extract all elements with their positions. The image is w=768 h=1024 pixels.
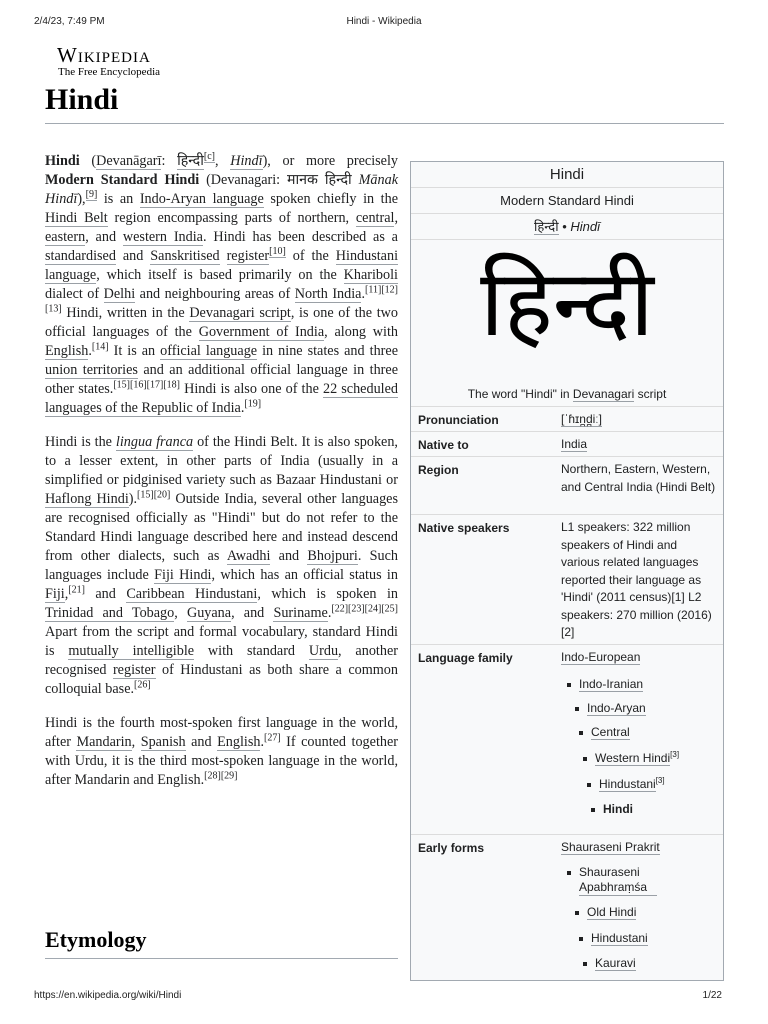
- link-indo-aryan[interactable]: Indo-Aryan language: [139, 191, 264, 207]
- section-divider: [45, 958, 398, 959]
- early-forms-item[interactable]: Old Hindi: [575, 905, 636, 919]
- infobox-row-language-family: [411, 645, 723, 835]
- link-english[interactable]: English: [45, 343, 89, 359]
- infobox-image-text: हिन्दी: [480, 250, 654, 357]
- ref-c[interactable]: [c]: [203, 151, 216, 163]
- ref-9[interactable]: [9]: [85, 189, 98, 201]
- infobox-native-name: [411, 214, 723, 240]
- link-devanagari-1[interactable]: Devanāgarī: [96, 153, 162, 169]
- page-title: Hindi: [45, 83, 119, 116]
- article-body: [45, 152, 398, 805]
- link-hindi-deva[interactable]: हिन्दी: [177, 153, 204, 169]
- link-eastern[interactable]: eastern: [45, 229, 86, 245]
- print-datetime: 2/4/23, 7:49 PM: [34, 16, 105, 27]
- link-central[interactable]: central: [355, 210, 395, 226]
- print-header: [34, 16, 734, 30]
- infobox-label: Native speakers: [418, 521, 510, 535]
- title-divider: [45, 123, 724, 124]
- infobox-image-hindi-word[interactable]: [411, 240, 723, 385]
- infobox-title: Hindi: [411, 162, 723, 188]
- infobox-value-language-family[interactable]: Indo-European: [561, 650, 641, 664]
- infobox-value-region[interactable]: Northern, Eastern, Western, and Central India (Hindi Belt): [561, 462, 716, 494]
- logo-tagline: The Free Encyclopedia: [58, 66, 161, 78]
- wikipedia-logo[interactable]: [57, 44, 160, 78]
- link-sanskritised[interactable]: Sanskritised: [150, 248, 220, 264]
- infobox-value-pronunciation[interactable]: [ˈɦɪn̪d̪iː]: [561, 412, 602, 426]
- link-khariboli[interactable]: Khariboli: [343, 267, 398, 283]
- link-mandarin[interactable]: Mandarin: [76, 734, 132, 750]
- early-forms-item[interactable]: Kauravi: [583, 956, 636, 970]
- early-forms-item[interactable]: Shauraseni Apabhraṃśa: [567, 865, 657, 896]
- paragraph-lingua-franca: Hindi is the lingua franca of the Hindi Belt. It is also spoken, to a lesser extent, in other parts of India (usually in a simplified or pidginised variety such as Bazaar Hindustani or Haflong Hindi).[15][20] Outside India, several other languages are recognised officially as "Hindi" but do not refer to the Standard Hindi language described here and instead descend from other dialects, such as Awadhi and Bhojpuri. Such languages include Fiji Hindi, which has an official status in Fiji,[21] and Caribbean Hindustani, which is spoken in Trinidad and Tobago, Guyana, and Suriname.[22][23][24][25] Apart from the script and formal vocabulary, standard Hindi is mutually intelligible with standard Urdu, another recognised register of Hindustani as both share a common colloquial base.[26]: [45, 434, 398, 697]
- infobox-label: Region: [418, 463, 459, 477]
- link-hindi-belt[interactable]: Hindi Belt: [45, 210, 108, 226]
- infobox-label: Pronunciation: [418, 413, 499, 427]
- caption-text-end: script: [634, 387, 667, 401]
- caption-text: The word "Hindi" in: [467, 387, 573, 401]
- infobox-value-native-speakers: L1 speakers: 322 million speakers of Hindi and various related languages reported their language as 'Hindi' (2011 census)[1] L2 speakers: 270 million (2016)[2]: [561, 520, 712, 639]
- family-tree-item-current: Hindi: [591, 802, 633, 816]
- print-page-number: 1/22: [702, 990, 722, 1001]
- infobox-native-deva[interactable]: हिन्दी: [534, 219, 559, 234]
- family-tree-item[interactable]: Indo-Iranian: [567, 677, 643, 691]
- link-trinidad[interactable]: Trinidad and Tobago: [45, 605, 175, 621]
- link-western[interactable]: western India: [122, 229, 203, 245]
- logo-wordmark: Wikipedia: [57, 43, 151, 67]
- paragraph-speakers: Hindi is the fourth most-spoken first language in the world, after Mandarin, Spanish and English.[27] If counted together with Urdu, it is the third most-spoken language in the world, after Mandarin and English.[28][29]: [45, 715, 398, 788]
- section-heading-etymology: Etymology: [45, 927, 147, 952]
- infobox-subtitle: Modern Standard Hindi: [411, 188, 723, 214]
- link-urdu[interactable]: Urdu: [308, 643, 339, 659]
- infobox-label: Early forms: [418, 841, 485, 855]
- family-tree-item[interactable]: Central: [579, 725, 630, 739]
- link-lingua-franca[interactable]: lingua franca: [115, 434, 194, 450]
- link-mutually-intelligible[interactable]: mutually intelligible: [68, 643, 195, 659]
- link-register[interactable]: register: [226, 248, 270, 264]
- link-suriname[interactable]: Suriname: [273, 605, 328, 621]
- link-govt-india[interactable]: Government of India: [198, 324, 325, 340]
- link-delhi[interactable]: Delhi: [103, 286, 136, 302]
- link-bhojpuri[interactable]: Bhojpuri: [307, 548, 358, 564]
- link-hindustani-language[interactable]: Hindustani language: [45, 248, 399, 283]
- link-22-scheduled[interactable]: 22 scheduled languages of the Republic of India: [45, 381, 398, 416]
- infobox-row-region: [411, 457, 723, 515]
- link-standardised[interactable]: standardised: [45, 248, 116, 264]
- infobox-row-native-to: [411, 432, 723, 457]
- infobox-row-early-forms: [411, 835, 723, 981]
- link-official-language[interactable]: official language: [160, 343, 258, 359]
- link-haflong-hindi[interactable]: Haflong Hindi: [45, 491, 129, 507]
- infobox-native-sep: •: [558, 219, 571, 234]
- link-register-2[interactable]: register: [112, 662, 156, 678]
- link-guyana[interactable]: Guyana: [186, 605, 232, 621]
- link-caribbean-hindustani[interactable]: Caribbean Hindustani: [126, 586, 258, 602]
- infobox-label: Native to: [418, 438, 469, 452]
- family-tree-item[interactable]: Indo-Aryan: [575, 701, 646, 715]
- print-url: https://en.wikipedia.org/wiki/Hindi: [34, 990, 182, 1001]
- link-fiji[interactable]: Fiji: [45, 586, 65, 602]
- infobox-row-native-speakers: [411, 515, 723, 645]
- family-tree-item[interactable]: Hindustani[3]: [587, 777, 665, 791]
- link-north-india[interactable]: North India: [294, 286, 362, 302]
- print-page-title: Hindi - Wikipedia: [346, 16, 422, 27]
- infobox-native-latin: Hindī: [570, 219, 600, 234]
- infobox-caption: [411, 385, 723, 407]
- print-footer: [34, 990, 722, 1004]
- infobox: [410, 161, 724, 981]
- link-spanish[interactable]: Spanish: [140, 734, 186, 750]
- infobox-row-pronunciation: [411, 407, 723, 432]
- link-hindi-iast[interactable]: Hindī: [230, 153, 263, 169]
- infobox-value-early-forms[interactable]: Shauraseni Prakrit: [561, 840, 660, 854]
- family-tree-item[interactable]: Western Hindi[3]: [583, 751, 679, 765]
- link-union-territories[interactable]: union territories: [45, 362, 138, 378]
- link-english-2[interactable]: English: [217, 734, 261, 750]
- caption-link-devanagari[interactable]: Devanagari: [572, 387, 635, 401]
- early-forms-item[interactable]: Hindustani: [579, 931, 648, 945]
- infobox-label: Language family: [418, 651, 513, 665]
- paragraph-intro: Hindi (Devanāgarī: हिन्दी[c], Hindī), or more precisely Modern Standard Hindi (Devanagari: मानक हिन्दी Mānak Hindī),[9] is an Indo-Aryan language spoken chiefly in the Hindi Belt region encompassing parts of northern, central, eastern, and western India. Hindi has been described as a standardised and Sanskritised register[10] of the Hindustani language, which itself is based primarily on the Khariboli dialect of Delhi and neighbouring areas of North India.[11][12][13] Hindi, written in the Devanagari script, is one of the two official languages of the Government of India, along with English.[14] It is an official language in nine states and three union territories and an additional official language in three other states.[15][16][17][18] Hindi is also one of the 22 scheduled languages of the Republic of India.[19]: [45, 151, 399, 416]
- link-fiji-hindi[interactable]: Fiji Hindi: [154, 567, 212, 583]
- link-devanagari-script[interactable]: Devanagari script: [189, 305, 291, 321]
- infobox-value-native-to[interactable]: India: [561, 437, 588, 451]
- ref-10[interactable]: [10]: [269, 246, 286, 258]
- link-awadhi[interactable]: Awadhi: [226, 548, 271, 564]
